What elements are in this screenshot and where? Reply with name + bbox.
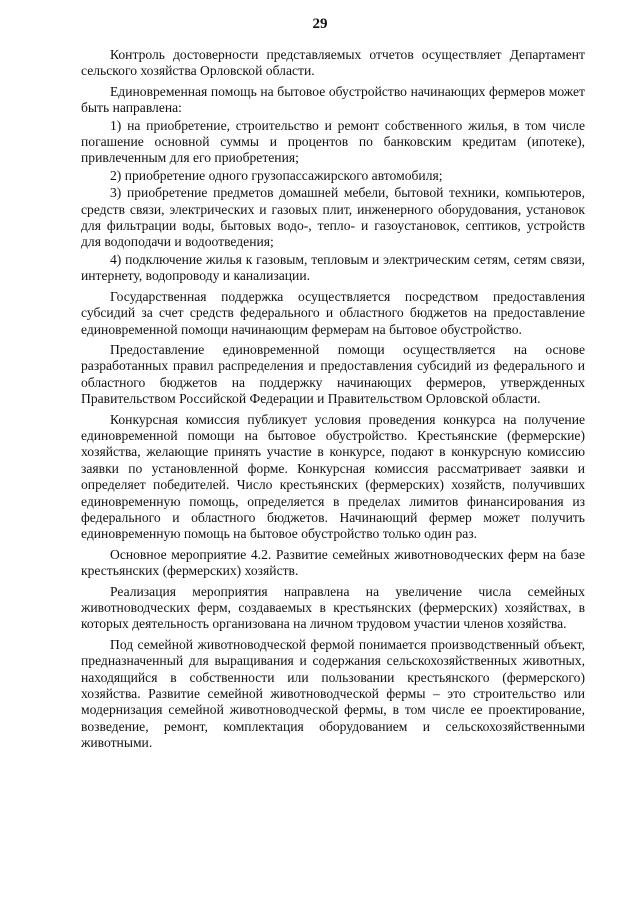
list-item-household-goods: 3) приобретение предметов домашней мебели, бытовой техники, компьютеров, средств связи, электрических и газовых плит, инженерного оборудования, установок для фильтрации воды, бытовых водо-, тепло- и газоустановок, септиков, устройств для водоподачи и водоотведения; bbox=[81, 185, 585, 250]
paragraph-subsidy-rules: Предоставление единовременной помощи осуществляется на основе разработанных правил распределения и предоставления субсидий из федерального и областного бюджетов на поддержку начинающих фермеров, утвержденных Правительством Российской Федерации и Правительством Орловской области. bbox=[81, 341, 585, 407]
paragraph-family-farm-definition: Под семейной животноводческой фермой понимается производственный объект, предназначенный для выращивания и содержания сельскохозяйственных животных, находящийся в собственности или пользовании крестьянского (фермерского) хозяйства. Развитие семейной животноводческой фермы – это строительство или модернизация семейной животноводческой фермы, в том числе ее проектирование, возведение, ремонт, комплектация оборудованием и сельскохозяйственными животными. bbox=[81, 636, 585, 751]
paragraph-state-support: Государственная поддержка осуществляется посредством предоставления субсидий за счет средств федерального и областного бюджетов на предоставление единовременной помощи начинающим фермерам на бытовое обустройство. bbox=[81, 288, 585, 337]
document-body bbox=[81, 47, 585, 756]
paragraph-report-control: Контроль достоверности представляемых отчетов осуществляет Департамент сельского хозяйства Орловской области. bbox=[81, 47, 585, 79]
list-item-vehicle: 2) приобретение одного грузопассажирского автомобиля; bbox=[110, 167, 443, 183]
paragraph-aid-directions-intro: Единовременная помощь на бытовое обустройство начинающих фермеров может быть направлена: bbox=[81, 83, 585, 116]
page-number: 29 bbox=[312, 16, 328, 32]
paragraph-measure-goal: Реализация мероприятия направлена на увеличение числа семейных животноводческих ферм, создаваемых в крестьянских (фермерских) хозяйствах, в которых деятельность организована на личном трудовом участии членов хозяйства. bbox=[81, 583, 585, 632]
paragraph-competition-commission: Конкурсная комиссия публикует условия проведения конкурса на получение единовременной помощи на бытовое обустройство. Крестьянские (фермерские) хозяйства, желающие принять участие в конкурсе, подают в конкурсную комиссию заявки по установленной форме. Конкурсная комиссия рассматривает заявки и определяет победителей. Число крестьянских (фермерских) хозяйств, получивших единовременную помощь, определяется в пределах лимитов финансирования из федерального и областного бюджетов. Начинающий фермер может получить единовременную помощь на бытовое обустройство только один раз. bbox=[81, 411, 585, 542]
paragraph-measure-4-2-heading: Основное мероприятие 4.2. Развитие семейных животноводческих ферм на базе крестьянских (фермерских) хозяйств. bbox=[81, 546, 585, 579]
list-item-utility-connection: 4) подключение жилья к газовым, тепловым и электрическим сетям, сетям связи, интернету, водопроводу и канализации. bbox=[81, 251, 585, 284]
list-item-housing: 1) на приобретение, строительство и ремонт собственного жилья, в том числе погашение основной суммы и процентов по банковским кредитам (ипотеке), привлеченным для его приобретения; bbox=[81, 117, 585, 166]
